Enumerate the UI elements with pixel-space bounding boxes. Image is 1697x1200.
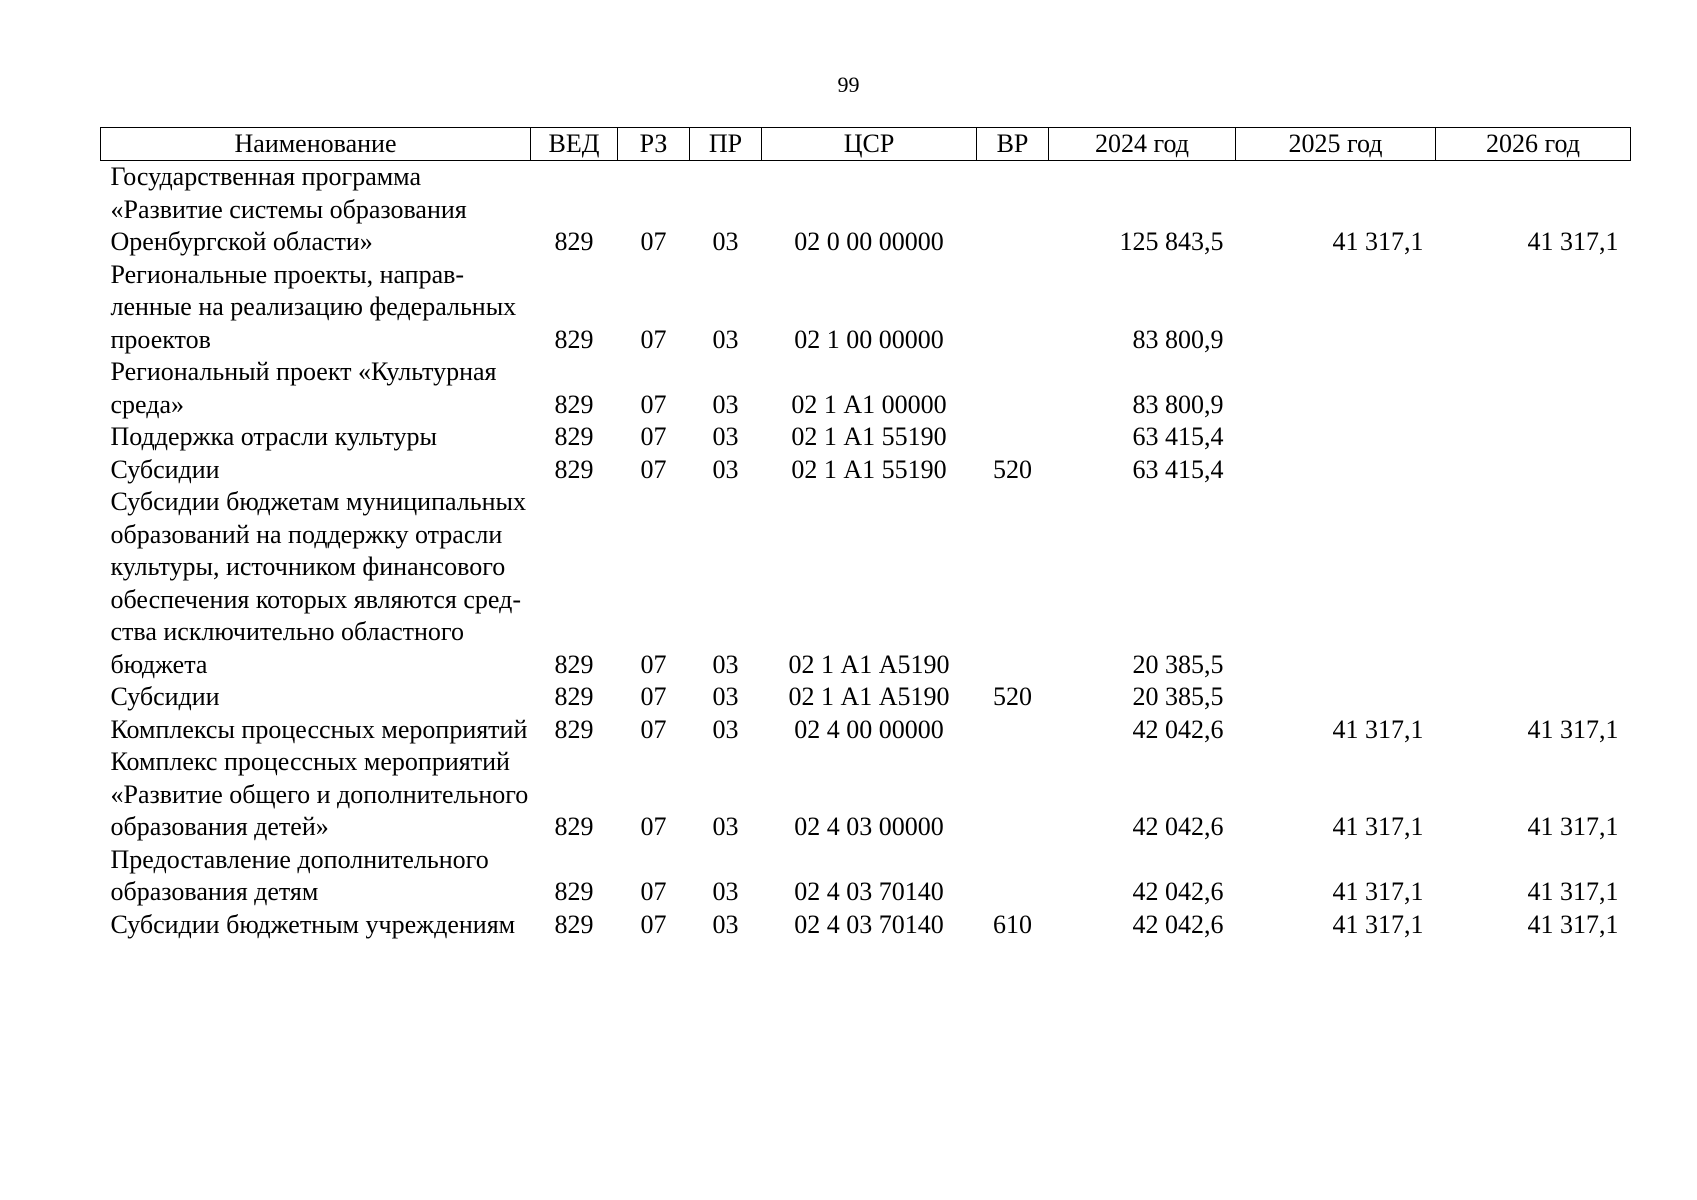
row-rz: 07: [640, 422, 667, 451]
row-vr: 520: [993, 454, 1032, 484]
row-rz: 07: [640, 909, 667, 939]
row-pr: 03: [712, 714, 739, 744]
row-vr: [977, 844, 1049, 909]
table-row: [101, 454, 1631, 487]
row-name: Предоставление дополнительного образования детям: [110, 844, 489, 906]
row-2024: 42 042,6: [1132, 877, 1224, 906]
header-rz: РЗ: [618, 128, 690, 161]
row-rz: 07: [640, 682, 667, 711]
row-csr: 02 1 А1 55190: [791, 454, 947, 484]
table-row: [101, 421, 1631, 454]
row-2025: 41 317,1: [1332, 714, 1424, 744]
row-vr: [977, 486, 1049, 681]
row-2025: [1236, 356, 1436, 421]
row-ved: 829: [554, 422, 594, 451]
row-pr: 03: [712, 812, 739, 841]
budget-table: [100, 127, 1631, 941]
row-name: Поддержка отрасли культуры: [110, 422, 438, 451]
row-pr: 03: [712, 324, 739, 354]
row-2025: 41 317,1: [1332, 877, 1424, 906]
row-2024: 83 800,9: [1132, 324, 1224, 354]
row-ved: 829: [554, 454, 594, 484]
row-csr: 02 1 А1 00000: [791, 389, 947, 419]
row-ved: 829: [554, 714, 594, 744]
row-2026: 41 317,1: [1527, 909, 1619, 939]
row-csr: 02 4 03 70140: [794, 877, 944, 906]
table-header-row: [101, 128, 1631, 161]
row-csr: 02 1 А1 А5190: [788, 682, 950, 711]
row-vr: [977, 746, 1049, 844]
row-2026: 41 317,1: [1527, 714, 1619, 744]
row-rz: 07: [640, 227, 667, 256]
row-name: Субсидии: [110, 682, 220, 711]
row-pr: 03: [712, 227, 739, 256]
row-2026: [1436, 259, 1631, 357]
row-2025: [1236, 421, 1436, 454]
row-vr: [977, 421, 1049, 454]
row-vr: 610: [993, 909, 1032, 939]
row-name: Субсидии: [110, 454, 220, 484]
header-name: Наименование: [101, 128, 531, 161]
row-2024: 42 042,6: [1132, 909, 1224, 939]
row-ved: 829: [554, 227, 594, 256]
row-ved: 829: [554, 682, 594, 711]
row-pr: 03: [712, 682, 739, 711]
row-ved: 829: [554, 649, 594, 679]
row-name: Субсидии бюджетным учреждениям: [110, 909, 516, 939]
row-rz: 07: [640, 877, 667, 906]
row-2026: [1436, 486, 1631, 681]
header-csr: ЦСР: [762, 128, 977, 161]
row-rz: 07: [640, 389, 667, 419]
row-ved: 829: [554, 909, 594, 939]
row-csr: 02 1 А1 55190: [791, 422, 947, 451]
row-ved: 829: [554, 877, 594, 906]
row-2026: [1436, 681, 1631, 714]
row-ved: 829: [554, 389, 594, 419]
row-vr: [977, 356, 1049, 421]
header-2024: 2024 год: [1049, 128, 1236, 161]
row-2024: 125 843,5: [1119, 227, 1224, 256]
row-csr: 02 1 А1 А5190: [788, 649, 950, 679]
row-pr: 03: [712, 909, 739, 939]
table-row: [101, 161, 1631, 259]
row-rz: 07: [640, 649, 667, 679]
row-2026: 41 317,1: [1527, 877, 1619, 906]
row-2024: 42 042,6: [1132, 714, 1224, 744]
row-name: Субсидии бюджетам муниципальных образований на поддержку отрасли культуры, источником финансового обеспечения которых являются средства исключительно областного бюджета: [110, 487, 526, 679]
row-ved: 829: [554, 324, 594, 354]
row-2024: 20 385,5: [1132, 682, 1224, 711]
row-vr: [977, 714, 1049, 747]
row-ved: 829: [554, 812, 594, 841]
row-2026: 41 317,1: [1527, 812, 1619, 841]
table-row: [101, 259, 1631, 357]
header-vr: ВР: [977, 128, 1049, 161]
row-name: Региональные проекты, направленные на реализацию федеральных проектов: [110, 259, 517, 354]
row-2024: 63 415,4: [1132, 422, 1224, 451]
row-name: Государственная программа «Развитие системы образования Оренбургской области»: [110, 162, 467, 256]
row-2025: 41 317,1: [1332, 909, 1424, 939]
row-vr: [977, 259, 1049, 357]
table-row: [101, 714, 1631, 747]
header-pr: ПР: [690, 128, 762, 161]
table-row: [101, 681, 1631, 714]
row-2025: [1236, 259, 1436, 357]
row-name: Комплекс процессных мероприятий «Развитие общего и дополнительного образования детей»: [110, 747, 529, 841]
row-2026: 41 317,1: [1527, 227, 1619, 256]
row-2026: [1436, 421, 1631, 454]
row-2025: 41 317,1: [1332, 812, 1424, 841]
row-name: Комплексы процессных мероприятий: [110, 714, 528, 744]
row-csr: 02 4 03 70140: [794, 909, 944, 939]
row-rz: 07: [640, 714, 667, 744]
row-csr: 02 1 00 00000: [794, 324, 944, 354]
table-row: [101, 844, 1631, 909]
row-2025: [1236, 681, 1436, 714]
row-2025: [1236, 486, 1436, 681]
page-number: 99: [837, 72, 860, 97]
row-vr: [977, 161, 1049, 259]
row-csr: 02 0 00 00000: [794, 227, 944, 256]
row-rz: 07: [640, 812, 667, 841]
header-2025: 2025 год: [1236, 128, 1436, 161]
row-2024: 42 042,6: [1132, 812, 1224, 841]
row-csr: 02 4 03 00000: [794, 812, 944, 841]
row-2024: 83 800,9: [1132, 389, 1224, 419]
row-2026: [1436, 454, 1631, 487]
row-pr: 03: [712, 454, 739, 484]
row-pr: 03: [712, 389, 739, 419]
row-2025: 41 317,1: [1332, 227, 1424, 256]
row-name: Региональный проект «Культурная среда»: [110, 357, 497, 419]
row-2025: [1236, 454, 1436, 487]
row-rz: 07: [640, 454, 667, 484]
table-row: [101, 486, 1631, 681]
row-pr: 03: [712, 422, 739, 451]
row-vr: 520: [993, 682, 1032, 711]
row-pr: 03: [712, 649, 739, 679]
row-2024: 20 385,5: [1132, 649, 1224, 679]
row-2024: 63 415,4: [1132, 454, 1224, 484]
table-row: [101, 909, 1631, 942]
row-rz: 07: [640, 324, 667, 354]
row-csr: 02 4 00 00000: [794, 714, 944, 744]
row-2026: [1436, 356, 1631, 421]
row-pr: 03: [712, 877, 739, 906]
header-2026: 2026 год: [1436, 128, 1631, 161]
table-row: [101, 746, 1631, 844]
header-ved: ВЕД: [531, 128, 618, 161]
table-row: [101, 356, 1631, 421]
